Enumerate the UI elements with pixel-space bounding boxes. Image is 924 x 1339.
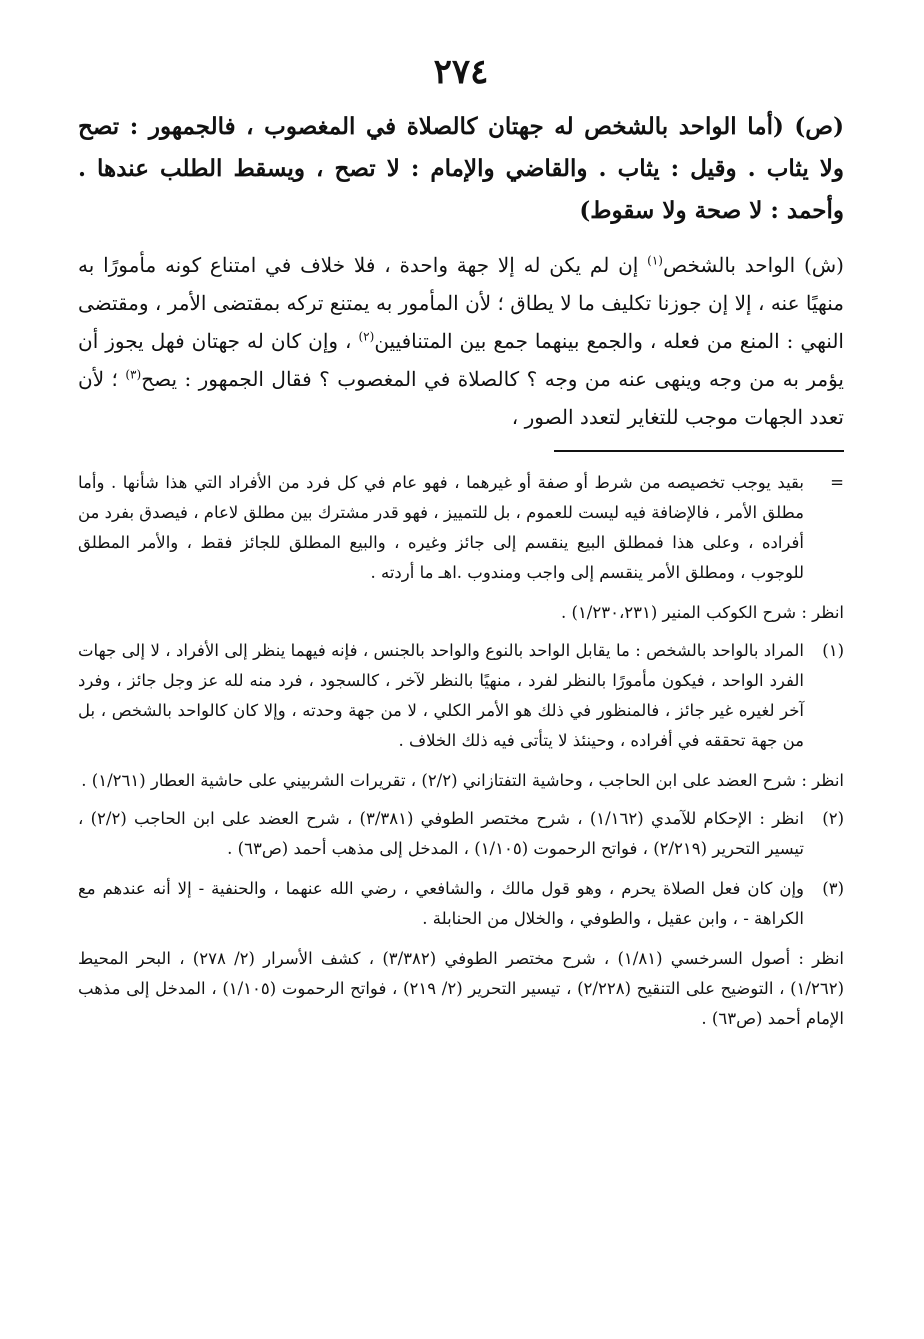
footnote-ref-2: (٢): [358, 329, 375, 344]
page-number: ٢٧٤: [433, 52, 489, 92]
footnote-2: [78, 804, 844, 870]
footnote-continued: [78, 468, 844, 594]
footnote-separator: [554, 450, 844, 452]
footnote-3: [78, 874, 844, 940]
footnote-3-ref: انظر : أصول السرخسي (١/٨١) ، شرح مختصر الطوفي (٣/٣٨٢) ، كشف الأسرار (٢/ ٢٧٨) ، البحر المحيط (١/٢٦٢) ، التوضيح على التنقيح (٢/٢٢٨) ، تيسير التحرير (٢/ ٢١٩) ، فواتح الرحموت (١/١٠٥) ، المدخل إلى مذهب الإمام أحمد (ص٦٣) .: [78, 949, 845, 1028]
footnotes: [78, 468, 844, 1034]
footnote-continued-text: بقيد يوجب تخصيصه من شرط أو صفة أو غيرهما ، فهو عام في كل فرد من الأفراد التي هذا شأنها . وأما مطلق الأمر ، فالإضافة فيه ليست للعموم ، بل للتمييز ، فهو قدر مشترك بين مطلق لاعام ، فيصدق بفرد من أفراده ، وعلى هذا فمطلق البيع ينقسم إلى جائز وغيره ، والبيع المطلق للجائز فقط ، والأمر المطلق للوجوب ، ومطلق الأمر ينقسم إلى واجب ومندوب .اهـ ما أردته .: [78, 473, 804, 582]
sharh-text-3: ، وإن كان له جهتان فهل يجوز أن يؤمر به من وجه وينهى عنه من وجه ؟ كالصلاة في المغصوب ؟ فقال الجمهور : يصح: [78, 329, 845, 391]
book-page: [78, 48, 844, 1034]
footnote-3-number: (٣): [822, 879, 844, 898]
matn-text: (ص) (أما الواحد بالشخص له جهتان كالصلاة في المغصوب ، فالجمهور : تصح ولا يثاب . وقيل : يثاب . والقاضي والإمام : لا تصح ، ويسقط الطلب عندها . وأحمد : لا صحة ولا سقوط): [78, 113, 844, 224]
footnote-1: [78, 636, 844, 762]
footnote-continued-ref: انظر : شرح الكوكب المنير (١/٢٣٠،٢٣١) .: [561, 603, 844, 622]
footnote-3-text: وإن كان فعل الصلاة يحرم ، وهو قول مالك ، والشافعي ، رضي الله عنهما ، والحنفية - إلا أنه عندهم مع الكراهة - ، وابن عقيل ، والطوفي ، والخلال من الحنابلة .: [78, 879, 804, 928]
continuation-marker: =: [830, 473, 844, 492]
footnote-1-ref: انظر : شرح العضد على ابن الحاجب ، وحاشية التفتازاني (٢/٢) ، تقريرات الشربيني على حاشية العطار (١/٢٦١) .: [81, 771, 844, 790]
footnote-ref-3: (٣): [125, 367, 142, 382]
footnote-1-number: (١): [822, 641, 844, 660]
sharh-text-2: إن لم يكن له إلا جهة واحدة ، فلا خلاف في امتناع كونه مأمورًا به منهيًا عنه ، إلا إن جوزنا تكليف ما لا يطاق ؛ لأن المأمور به يمتنع تركه بمقتضى الأمر ، ومقتضى النهي : المنع من فعله ، والجمع بينهما جمع بين المتنافيين: [78, 253, 844, 353]
footnote-2-text: انظر : الإحكام للآمدي (١/١٦٢) ، شرح مختصر الطوفي (٣/٣٨١) ، شرح العضد على ابن الحاجب (٢/٢) ، تيسير التحرير (٢/٢١٩) ، فواتح الرحموت (١/١٠٥) ، المدخل إلى مذهب أحمد (ص٦٣) .: [78, 809, 804, 858]
sharh-paragraph: [78, 246, 844, 436]
footnote-2-number: (٢): [822, 809, 844, 828]
sharh-text-1: (ش) الواحد بالشخص: [662, 253, 844, 277]
footnote-1-text: المراد بالواحد بالشخص : ما يقابل الواحد بالنوع والواحد بالجنس ، فإنه فيهما ينظر إلى الأفراد ، لا إلى جهات الفرد الواحد ، فيكون مأمورًا بالنظر لفرد ، منهيًا بالنظر لآخر ، كالسجود ، فرد منه لله عز وجل جائز ، وفرد آخر لغيره غير جائز ، فالمنظور في ذلك هو الأمر الكلي ، لا من جهة وحدته ، وإلا كان كالواحد بالشخص ، بل من جهة تحققه في أفراده ، وحينئذ لا يتأتى فيه ذلك الخلاف .: [78, 641, 804, 750]
sharh-text-4: ؛ لأن تعدد الجهات موجب للتغاير لتعدد الصور ،: [78, 367, 844, 429]
footnote-ref-1: (١): [647, 253, 663, 268]
